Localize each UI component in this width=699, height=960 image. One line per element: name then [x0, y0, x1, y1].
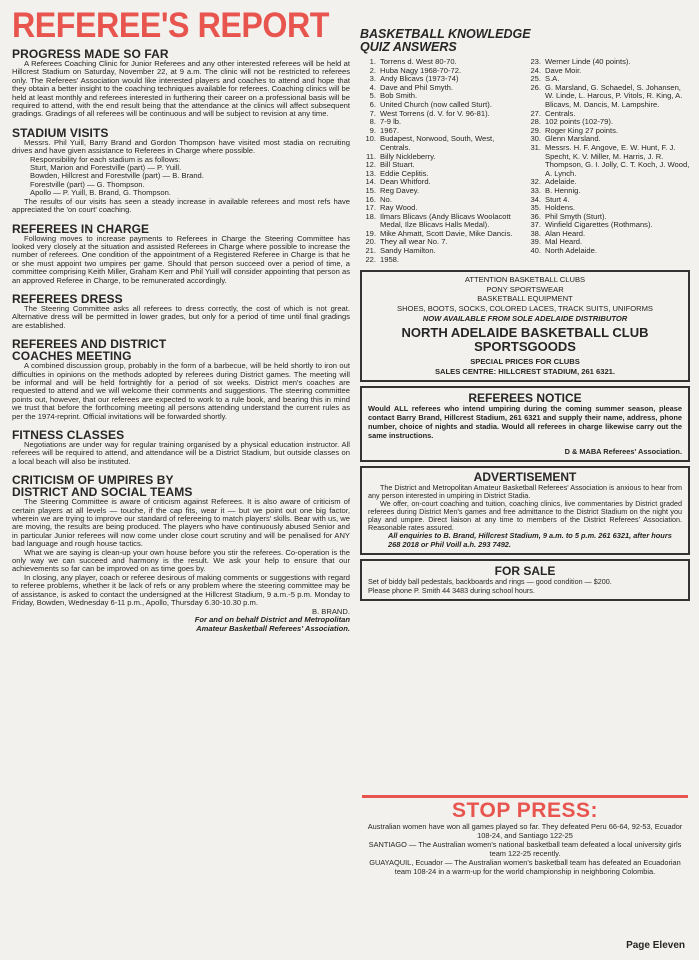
stadium-line: Forestville (part) — G. Thompson. — [30, 179, 145, 189]
quiz-answer-number: 8. — [369, 117, 376, 127]
charge-body: Following moves to increase payments to Referees in Charge the Steering Committee has looked very closely at the situation and assisted Referees in Charge where possible to increase the number of referees. One condition of the appointment of a Registered Referee in Charge is that he or she must appoint two umpires per game. Should that person succeed over a period of time, a committee comprising Keith Miller, Graham Kerr and Phil Yuill will consider appointing that person as an approved Referee in Charge, to be remunerated accordingly. — [12, 233, 350, 285]
advertisement-enquiries: All enquiries to B. Brand, Hillcrest Stadium, 9 a.m. to 5 p.m. 261 6321, after hours 268 2018 or Phil Voill a.h. 293 7492. — [388, 531, 672, 549]
left-column — [12, 8, 350, 641]
quiz-answer-text: Alan Heard. — [545, 228, 586, 238]
for-sale-box — [360, 559, 690, 601]
quiz-answer-number: 14. — [365, 177, 376, 187]
quiz-answer-text: Eddie Ceplitis. — [380, 168, 429, 178]
quiz-answer-number: 15. — [365, 185, 376, 195]
district-heading-1: REFEREES AND DISTRICT — [12, 337, 167, 352]
stop-press-line: SANTIAGO — The Australian women's national basketball team defeated a local university girls team 122-25 recently. — [368, 840, 682, 858]
quiz-answer-number: 4. — [369, 82, 376, 92]
ad-line: SHOES, BOOTS, SOCKS, COLORED LACES, TRACK SUITS, UNIFORMS — [397, 304, 653, 314]
quiz-answer-number: 5. — [369, 91, 376, 101]
stadium-line: Apollo — P. Yuill, B. Brand, G. Thompson. — [30, 188, 171, 198]
ad-special-prices: SPECIAL PRICES FOR CLUBS — [470, 357, 580, 367]
for-sale-heading: FOR SALE — [494, 564, 556, 579]
for-sale-body: Set of biddy ball pedestals, backboards and rings — good condition — $200. — [368, 577, 612, 587]
notice-signature: D & MABA Referees' Association. — [564, 446, 682, 456]
quiz-answer-number: 36. — [530, 211, 541, 221]
stadium-line: Sturt, Marion and Forestville (part) — P. Yuill. — [30, 163, 182, 173]
quiz-answer — [525, 247, 690, 256]
criticism-heading-1: CRITICISM OF UMPIRES BY — [12, 473, 174, 488]
quiz-answer-text: Adelaide. — [545, 177, 577, 187]
quiz-answer-number: 12. — [365, 160, 376, 170]
ad-line: PONY SPORTSWEAR — [486, 284, 564, 294]
quiz-answer-text: Centrals. — [545, 108, 576, 118]
notice-heading: REFEREES NOTICE — [468, 391, 582, 406]
quiz-answer-text: Messrs. H. F. Angove, E. W. Hunt, F. J. Specht, K. V. Miller, M. Harris, J. R. Thompson, G. I. Jolly, C. T. Koch, J. Wood, A. Lynch. — [545, 142, 690, 178]
ad-sales-centre: SALES CENTRE: HILLCREST STADIUM, 261 6321. — [434, 366, 616, 376]
dress-body: The Steering Committee asks all referees to dress correctly, the cost of which is not great. Alternative dress will be permitted in lower grades, but only for a period of time until final gradings are established. — [12, 303, 350, 330]
quiz-answer-text: Sturt 4. — [545, 194, 570, 204]
quiz-answer-text: No. — [380, 194, 392, 204]
quiz-answer-text: Werner Linde (40 points). — [545, 57, 631, 66]
quiz-answer-number: 25. — [530, 74, 541, 84]
quiz-answer-text: Ilmars Blicavs (Andy Blicavs Woolacott Medal, Ilze Blicavs Halls Medal). — [380, 211, 511, 230]
quiz-answer-text: Mike Ahmatt, Scott Davie, Mike Dancis. — [380, 228, 513, 238]
quiz-answer-text: Andy Blicavs (1973-74) — [380, 74, 459, 84]
stop-press-rule — [362, 795, 688, 798]
quiz-answer — [360, 213, 525, 230]
quiz-answer-text: Dave Moir. — [545, 65, 582, 75]
quiz-answer-number: 1. — [369, 57, 376, 66]
quiz-answer-number: 20. — [365, 237, 376, 247]
quiz-answer — [360, 135, 525, 152]
right-column — [360, 28, 690, 605]
quiz-answer-number: 24. — [530, 65, 541, 75]
quiz-column-1 — [360, 58, 525, 264]
quiz-answer-number: 21. — [365, 246, 376, 256]
progress-section — [12, 48, 350, 119]
stop-press-line: GUAYAQUIL, Ecuador — The Australian women's basketball team has defeated an Ecuadorian team 108-24 in a warm-up for the world championship in neighboring Colombia. — [369, 858, 681, 876]
quiz-answer-text: Sandy Hamilton. — [380, 246, 436, 256]
quiz-answer-number: 23. — [530, 57, 541, 66]
quiz-answer-number: 33. — [530, 185, 541, 195]
quiz-answer-text: Holdens. — [545, 203, 575, 213]
criticism-body-3: In closing, any player, coach or referee desirous of making comments or suggestions with regard to referee problems, whether it be lack of refs or any problem where the steering committee may be of assistance, is asked to contact the undersigned at the Hillcrest Stadium, 9 a.m.-5 p.m. Monday to Friday, Bowden, Wednesday 6-11 p.m., Apollo, Thursday 6.30-10.30 p.m. — [12, 572, 350, 608]
ad-club-name: NORTH ADELAIDE BASKETBALL CLUB — [401, 325, 649, 341]
stadium-body-2: The results of our visits has seen a steady increase in available referees and most refs have appreciated the 'on court' coaching. — [12, 196, 350, 215]
fitness-heading: FITNESS CLASSES — [12, 428, 125, 442]
stop-press-line: Australian women have won all games played so far. They defeated Peru 66-64, 92-53, Ecuador 108-24, and Santiago 122-25 — [367, 822, 683, 840]
quiz-answer-number: 11. — [366, 151, 376, 161]
quiz-answer-text: Mal Heard. — [545, 237, 583, 247]
quiz-answer-number: 10. — [365, 134, 376, 144]
quiz-answer-text: United Church (now called Sturt). — [380, 99, 492, 109]
quiz-answer-number: 18. — [365, 211, 376, 221]
quiz-answer-text: Bill Stuart. — [380, 160, 415, 170]
quiz-answer-number: 34. — [530, 194, 541, 204]
quiz-answer-number: 7. — [369, 108, 376, 118]
sportsgoods-ad — [360, 270, 690, 382]
quiz-answer-text: 7-9 lb. — [380, 117, 402, 127]
signature-name: B. BRAND. — [312, 606, 350, 616]
quiz-answer-number: 9. — [369, 125, 376, 135]
stop-press — [362, 792, 688, 876]
dress-section — [12, 293, 350, 330]
quiz-answer-number: 19. — [365, 228, 376, 238]
advertisement-body-2: We offer, on-court coaching and tuition, coaching clinics, live commentaries by District graded referees during District Men's games and free admittance to the District Stadium on the night you play and umpire. Direct liaison at any time to members of the District Referees' Association. Reasonable rates assured. — [368, 498, 682, 533]
stadium-body: Messrs. Phil Yuill, Barry Brand and Gordon Thompson have visited most stadia on recruiting drives and have given assistance to Referees in Charge where possible. — [12, 137, 350, 156]
quiz-answer-number: 3. — [369, 74, 376, 84]
quiz-answer-text: Roger King 27 points. — [545, 125, 619, 135]
quiz-answer-text: Phil Smyth (Sturt). — [545, 211, 607, 221]
criticism-body-2: What we are saying is clean-up your own house before you stir the referees. Co-operation is the only way we can succeed and harmony is the result. We ask your help to ensure that our achievements so far can be improved on as time goes by. — [12, 547, 350, 574]
quiz-answer-number: 32. — [530, 177, 541, 187]
progress-body: A Referees Coaching Clinic for Junior Referees and any other interested referees will be held at Hillcrest Stadium on Saturday, November 22, at 9 a.m. The clinic will not be restricted to referees only. The Referees' Association would like interested players and coaches to attend and hope that they obtain a better insight to the coaching techniques available for referees. Coaching clinics will be held at least monthly and referees interested in furthering their career on a professional basis will be required to attend, with the end result being that the attendance at the clinics will affect subsequent gradings. Gradings of all referees will be continuous and will be subject to revision at any time. — [12, 59, 350, 119]
quiz-answer-text: Bob Smith. — [380, 91, 418, 101]
quiz-answer-text: Huba Nagy 1968-70-72. — [380, 65, 462, 75]
quiz-answer-text: Billy Nickleberry. — [380, 151, 436, 161]
quiz-answer-number: 17. — [365, 203, 376, 213]
district-section — [12, 338, 350, 421]
ad-availability: NOW AVAILABLE FROM SOLE ADELAIDE DISTRIBUTOR — [422, 313, 628, 323]
quiz-answer-text: Torrens d. West 80-70. — [380, 57, 457, 66]
quiz-answer-text: Reg Davey. — [380, 185, 420, 195]
fitness-section — [12, 429, 350, 466]
quiz-answer-number: 38. — [530, 228, 541, 238]
progress-heading: PROGRESS MADE SO FAR — [12, 47, 169, 61]
criticism-body-1: The Steering Committee is aware of criticism against Referees. It is also aware of criticism of certain players at all levels — touche, if the cap fits, wear it — but we point out one big factor, wherein we are trying to improve our standard of refereeing to match players' skills. Bear with us, we are moving, the results are being produced. The players who have continuously abused Senior and in particular Junior referees will now come under close court scrutiny and will be penalised for ANY bad language and rough house tactics. — [12, 497, 350, 549]
quiz-answer-number: 35. — [530, 203, 541, 213]
page-number: Page Eleven — [626, 940, 685, 951]
quiz-answers — [360, 58, 690, 264]
quiz-answer-text: 102 points (102-79). — [545, 117, 613, 127]
ad-line: BASKETBALL EQUIPMENT — [477, 294, 573, 304]
charge-heading: REFEREES IN CHARGE — [12, 221, 150, 236]
quiz-answer-number: 16. — [365, 194, 376, 204]
referees-notice-box — [360, 386, 690, 461]
quiz-title: BASKETBALL KNOWLEDGE QUIZ ANSWERS — [360, 27, 531, 54]
notice-body: Would ALL referees who intend umpiring during the coming summer season, please contact Barry Brand, Hillcrest Stadium, 261 6321 and supply their name, address, phone number, choice of nights and stadia. Would all referees in charge likewise carry out the same instructions. — [368, 404, 682, 440]
quiz-answer-text: Dean Whitford. — [380, 177, 431, 187]
quiz-answer-number: 40. — [530, 246, 541, 256]
signature-line-2: Amateur Basketball Referees' Association. — [196, 623, 350, 633]
quiz-answer-text: They all wear No. 7. — [380, 237, 448, 247]
quiz-answer-text: North Adelaide. — [545, 246, 597, 256]
advertisement-box — [360, 466, 690, 556]
quiz-answer-number: 31. — [530, 142, 541, 152]
quiz-answer-text: G. Marsland, G. Schaedel, S. Johansen, W. Linde, L. Harcus, P. Vitols, R. King, A. Blicavs, M. Dancis, M. Lampshire. — [545, 82, 683, 109]
quiz-answer-number: 29. — [530, 125, 541, 135]
quiz-answer-number: 22. — [365, 254, 376, 264]
quiz-answer-text: S.A. — [545, 74, 560, 84]
quiz-answer-text: Winfield Cigarettes (Rothmans). — [545, 220, 653, 230]
criticism-section — [12, 474, 350, 633]
fitness-body: Negotiations are under way for regular training organised by a physical education instructor. All referees will be required to attend, and attendance will be a District Stadium, but outside classes on a local beach will also be instituted. — [12, 440, 350, 466]
quiz-answer-number: 28. — [530, 117, 541, 127]
quiz-answer-text: 1967. — [380, 125, 400, 135]
quiz-answer-number: 13. — [365, 168, 376, 178]
advertisement-body-1: The District and Metropolitan Amateur Basketball Referees' Association is anxious to hear from any person interested in umpiring in District Stadia. — [368, 482, 682, 500]
quiz-answer-number: 26. — [530, 82, 541, 92]
quiz-answer-text: West Torrens (d. V. for V. 96-81). — [380, 108, 490, 118]
stadium-line: Bowden, Hillcrest and Forestville (part) — B. Brand. — [30, 171, 204, 181]
for-sale-contact: Please phone P. Smith 44 3483 during school hours. — [368, 585, 535, 595]
district-heading-2: COACHES MEETING — [12, 349, 132, 364]
quiz-answer-text: Glenn Marsland. — [545, 134, 601, 144]
ad-line: ATTENTION BASKETBALL CLUBS — [464, 275, 586, 285]
district-body: A combined discussion group, probably in the form of a barbecue, will be held shortly to iron out difficulties in opinions on the methods adopted by referees during District games. The meeting will be informal and will be held fortnightly for a period of six weeks. District men's coaches are requested to attend and we will welcome their comments and suggestions. The steering committee points out, however, that our referees are expected to work to a rule book, and bearing this in mind we trust that before the forthcoming meeting all persons attending understand the current rules as per the 1974-reprint. Official invitations will be forwarded shortly. — [12, 361, 350, 421]
quiz-answer — [525, 84, 690, 110]
stadium-heading: STADIUM VISITS — [12, 125, 109, 140]
quiz-answer-number: 37. — [530, 220, 541, 230]
quiz-answer — [525, 144, 690, 178]
page-title: REFEREE'S REPORT — [12, 6, 329, 45]
quiz-answer-text: Dave and Phil Smyth. — [380, 82, 454, 92]
quiz-answer-text: B. Hennig. — [545, 185, 581, 195]
dress-heading: REFEREES DRESS — [12, 291, 123, 306]
quiz-answer-text: 1958. — [380, 254, 400, 264]
quiz-answer-number: 39. — [530, 237, 541, 247]
quiz-answer-number: 30. — [530, 134, 541, 144]
quiz-answer-text: Budapest, Norwood, South, West, Centrals. — [380, 134, 495, 152]
stop-press-heading: STOP PRESS: — [452, 799, 598, 822]
quiz-answer — [360, 256, 525, 265]
quiz-answer-number: 6. — [369, 99, 376, 109]
quiz-column-2 — [525, 58, 690, 264]
quiz-answer-number: 27. — [530, 108, 541, 118]
ad-club-name-2: SPORTSGOODS — [474, 339, 576, 355]
quiz-answer-text: Ray Wood. — [380, 203, 418, 213]
signature-line-1: For and on behalf District and Metropolitan — [194, 615, 350, 625]
criticism-heading-2: DISTRICT AND SOCIAL TEAMS — [12, 485, 193, 500]
stadium-section — [12, 127, 350, 215]
advertisement-heading: ADVERTISEMENT — [473, 469, 577, 484]
charge-section — [12, 223, 350, 285]
quiz-answer-number: 2. — [369, 65, 376, 75]
stadium-responsibility: Responsibility for each stadium is as follows: — [30, 154, 181, 164]
